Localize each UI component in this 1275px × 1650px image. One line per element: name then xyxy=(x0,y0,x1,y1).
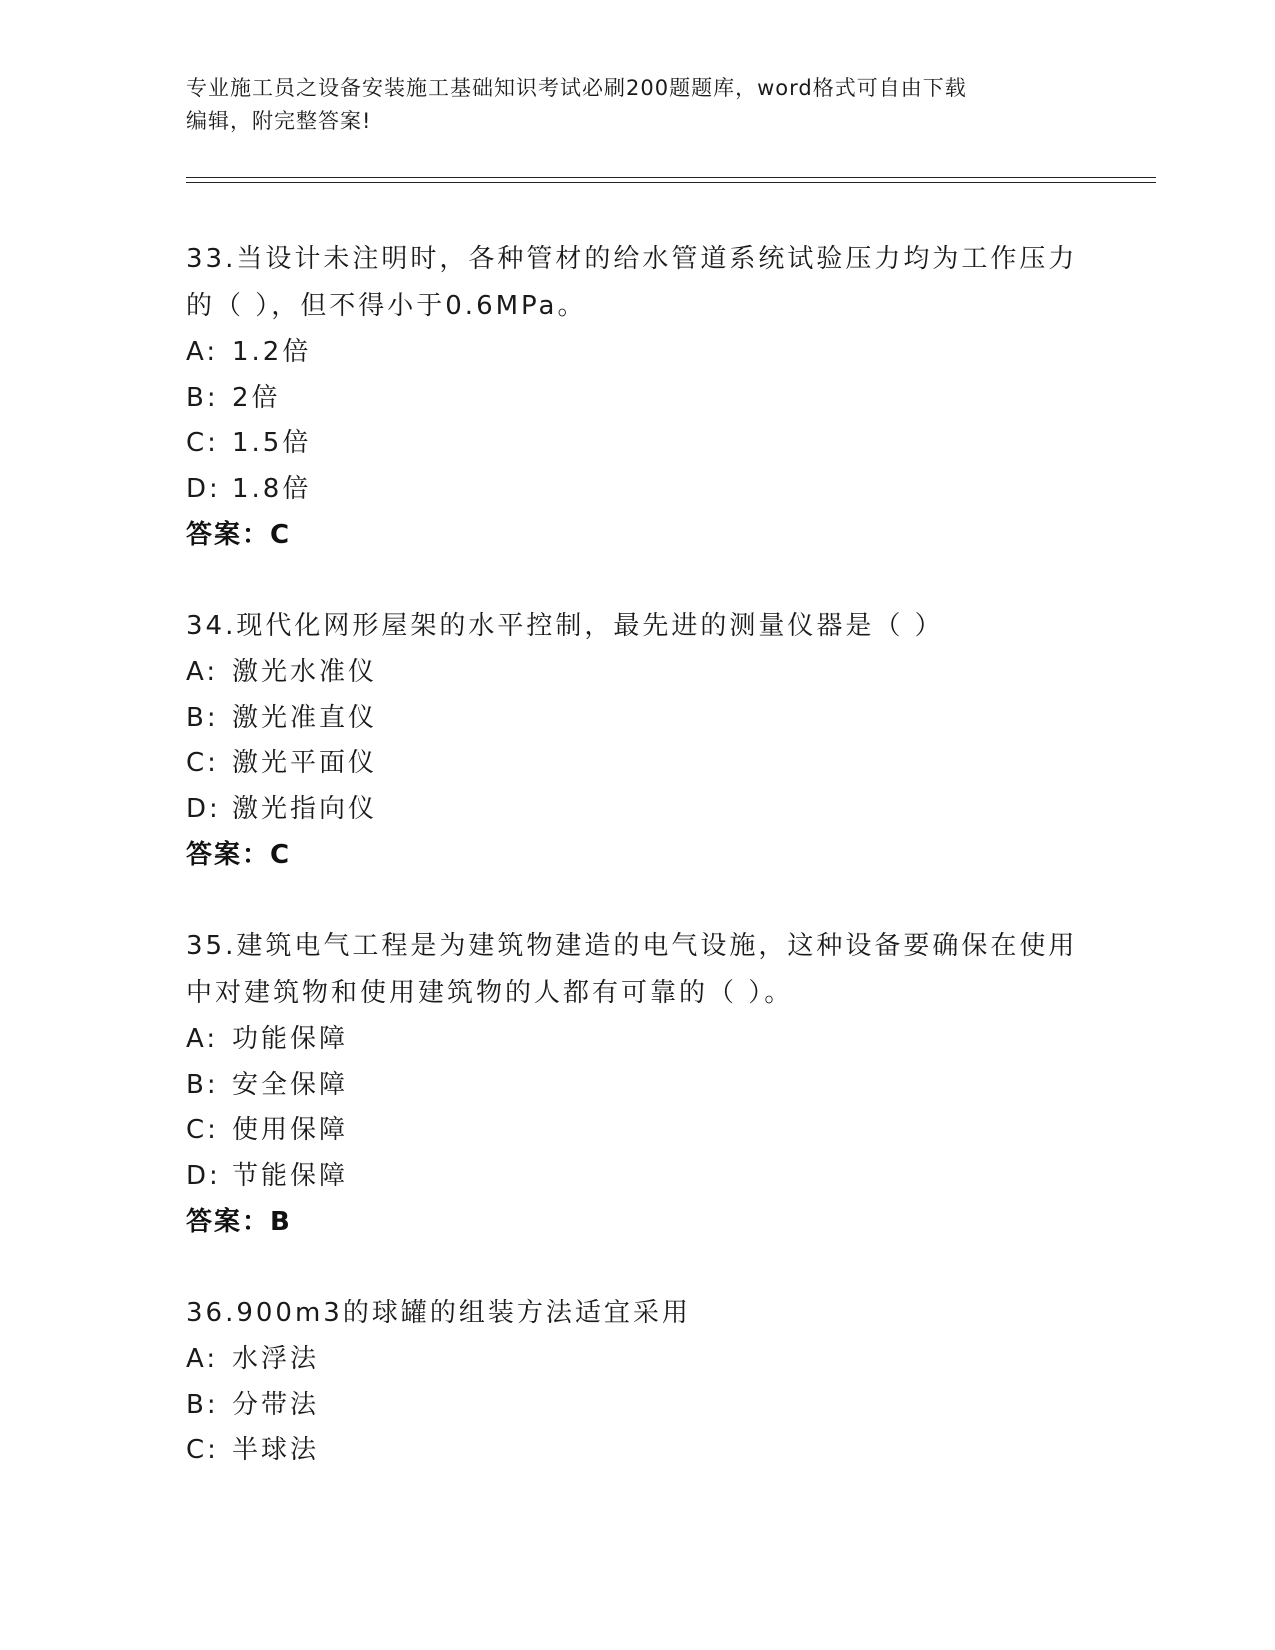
option-letter: D: xyxy=(186,473,221,504)
question-list xyxy=(186,236,1086,1519)
option-text: 节能保障 xyxy=(232,1160,349,1191)
option-text: 水浮法 xyxy=(232,1344,320,1374)
option-letter: A: xyxy=(186,657,219,687)
option-a xyxy=(186,1337,1086,1383)
header-divider-top xyxy=(186,177,1156,178)
option-text: 1.2倍 xyxy=(232,337,312,367)
option-b xyxy=(186,1063,1086,1109)
answer-label: 答案：C xyxy=(186,840,292,870)
option-text: 激光水准仪 xyxy=(232,657,378,687)
option-letter: B: xyxy=(186,382,219,413)
option-letter: A: xyxy=(186,337,219,367)
question-stem-line-1: 34.现代化网形屋架的水平控制，最先进的测量仪器是（ ） xyxy=(186,611,944,641)
question-33 xyxy=(186,236,1086,558)
option-d xyxy=(186,1154,1086,1200)
option-c xyxy=(186,741,1086,787)
question-34 xyxy=(186,603,1086,878)
option-text: 1.8倍 xyxy=(232,473,312,504)
question-stem-line-1: 35.建筑电气工程是为建筑物建造的电气设施，这种设备要确保在使用 xyxy=(186,931,1078,961)
option-a xyxy=(186,330,1086,376)
option-c xyxy=(186,421,1086,467)
header-divider-bottom xyxy=(186,182,1156,183)
question-35 xyxy=(186,923,1086,1245)
option-letter: D: xyxy=(186,1160,221,1191)
header-line-2: 编辑，附完整答案! xyxy=(186,109,372,133)
question-36 xyxy=(186,1290,1086,1474)
question-stem-line-2: 的（ ），但不得小于0.6MPa。 xyxy=(186,291,587,321)
option-letter: B: xyxy=(186,1069,219,1100)
document-header xyxy=(186,72,1066,138)
option-text: 半球法 xyxy=(232,1435,320,1465)
option-text: 安全保障 xyxy=(232,1069,349,1100)
answer-label: 答案：B xyxy=(186,1207,292,1237)
option-d xyxy=(186,467,1086,513)
option-text: 分带法 xyxy=(232,1389,320,1420)
option-letter: C: xyxy=(186,1115,219,1145)
option-letter: A: xyxy=(186,1024,219,1054)
option-text: 2倍 xyxy=(232,382,281,413)
option-text: 激光指向仪 xyxy=(232,793,378,824)
question-stem-line-2: 中对建筑物和使用建筑物的人都有可靠的（ ）。 xyxy=(186,978,794,1008)
option-a xyxy=(186,1017,1086,1063)
option-letter: C: xyxy=(186,748,219,778)
option-letter: D: xyxy=(186,793,221,824)
option-text: 激光平面仪 xyxy=(232,748,378,778)
option-b xyxy=(186,696,1086,742)
option-a xyxy=(186,650,1086,696)
option-letter: C: xyxy=(186,1435,219,1465)
question-stem-line-1: 36.900m3的球罐的组装方法适宜采用 xyxy=(186,1298,691,1328)
option-c xyxy=(186,1108,1086,1154)
option-text: 功能保障 xyxy=(232,1024,349,1054)
option-letter: B: xyxy=(186,1389,219,1420)
option-text: 激光准直仪 xyxy=(232,702,378,733)
header-line-1: 专业施工员之设备安装施工基础知识考试必刷200题题库，word格式可自由下载 xyxy=(186,76,967,100)
option-text: 1.5倍 xyxy=(232,428,312,458)
option-c xyxy=(186,1428,1086,1474)
answer-label: 答案：C xyxy=(186,520,292,550)
option-letter: B: xyxy=(186,702,219,733)
option-text: 使用保障 xyxy=(232,1115,349,1145)
option-d xyxy=(186,787,1086,833)
option-b xyxy=(186,376,1086,422)
option-b xyxy=(186,1383,1086,1429)
question-stem-line-1: 33.当设计未注明时，各种管材的给水管道系统试验压力均为工作压力 xyxy=(186,244,1078,274)
option-letter: A: xyxy=(186,1344,219,1374)
option-letter: C: xyxy=(186,428,219,458)
